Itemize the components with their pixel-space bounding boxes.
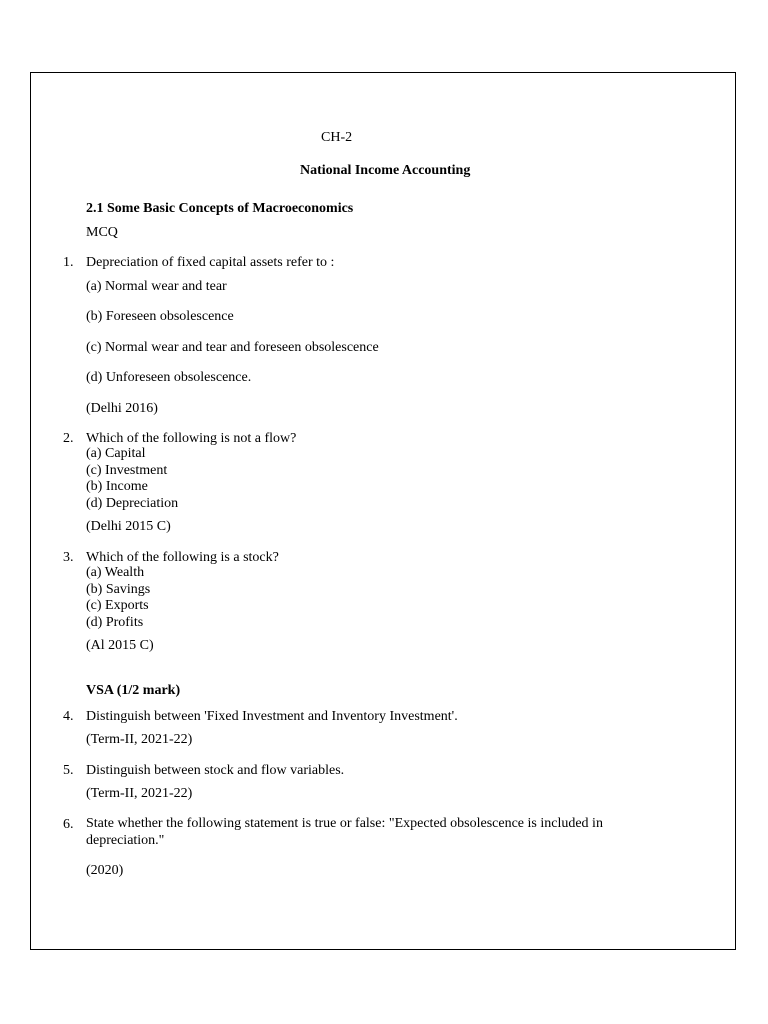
mcq-label: MCQ	[86, 225, 118, 240]
question-source: (Delhi 2016)	[86, 401, 158, 416]
option: (c) Exports	[86, 598, 149, 613]
option: (b) Income	[86, 479, 148, 494]
option: (d) Unforeseen obsolescence.	[86, 370, 252, 385]
page-title: National Income Accounting	[300, 163, 471, 178]
question-source: (Al 2015 C)	[86, 638, 154, 653]
question-number: 1.	[63, 255, 74, 270]
question-text: Distinguish between stock and flow variables.	[86, 763, 345, 778]
question-number: 4.	[63, 709, 74, 724]
vsa-heading: VSA (1/2 mark)	[86, 683, 181, 698]
option: (d) Depreciation	[86, 495, 179, 511]
question-source: (Term-II, 2021-22)	[86, 786, 193, 801]
question-number: 6.	[63, 817, 74, 832]
question-text: Distinguish between 'Fixed Investment and Inventory Investment'.	[86, 709, 458, 724]
option: (a) Wealth	[86, 565, 145, 580]
question-text: Depreciation of fixed capital assets refer to :	[86, 255, 335, 270]
question-source: (Term-II, 2021-22)	[86, 732, 193, 747]
chapter-label: CH-2	[321, 130, 353, 145]
question-text: Which of the following is a stock?	[86, 550, 279, 565]
option-list	[86, 446, 178, 512]
question-number: 5.	[63, 763, 74, 778]
question-number: 2.	[63, 431, 74, 446]
option: (a) Normal wear and tear	[86, 279, 227, 294]
section-heading: 2.1 Some Basic Concepts of Macroeconomics	[86, 201, 354, 216]
option: (a) Capital	[86, 446, 146, 461]
option: (b) Foreseen obsolescence	[86, 309, 234, 324]
question-number: 3.	[63, 550, 74, 565]
option: (d) Profits	[86, 614, 144, 630]
question-text: State whether the following statement is true or false: "Expected obsolescence is included in depreciation."	[86, 816, 603, 848]
question-text: Which of the following is not a flow?	[86, 431, 297, 446]
question-source: (Delhi 2015 C)	[86, 519, 171, 534]
option: (c) Investment	[86, 462, 168, 478]
question-source: (2020)	[86, 863, 124, 878]
option: (b) Savings	[86, 581, 151, 597]
option: (c) Normal wear and tear and foreseen obsolescence	[86, 340, 379, 355]
option-list	[86, 565, 150, 631]
